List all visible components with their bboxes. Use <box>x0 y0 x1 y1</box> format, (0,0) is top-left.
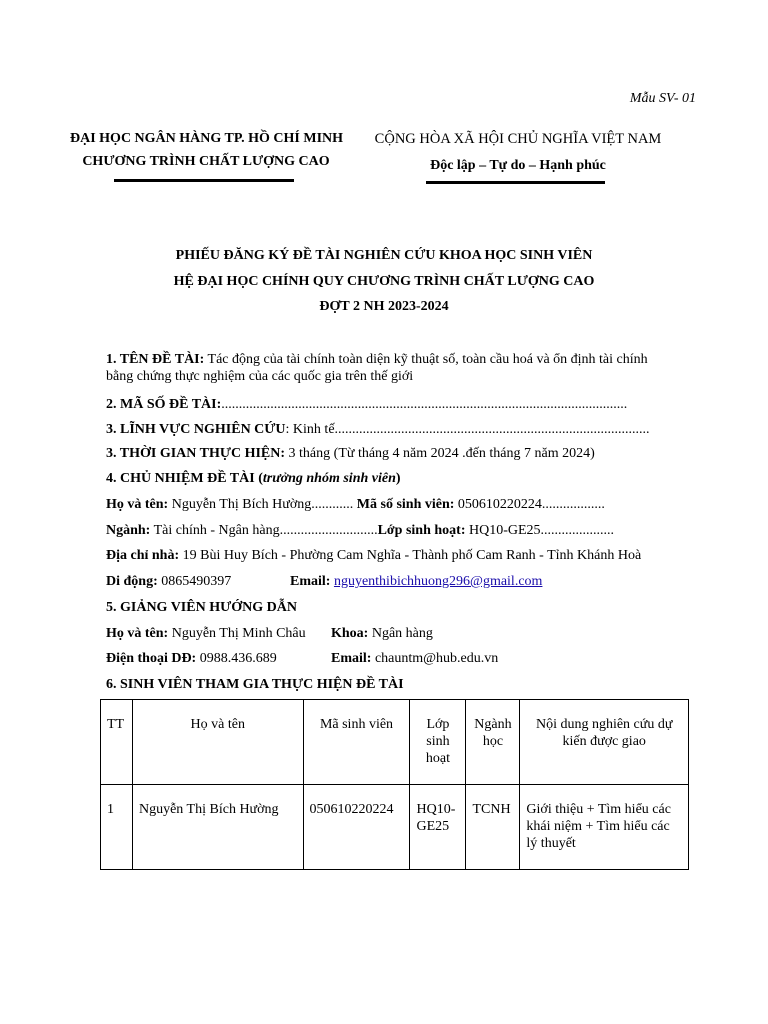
country-name: CỘNG HÒA XÃ HỘI CHỦ NGHĨA VIỆT NAM <box>374 131 662 147</box>
cell-major: TCNH <box>466 785 520 870</box>
lead-phone-row <box>106 573 231 591</box>
cell-name: Nguyễn Thị Bích Hường <box>132 785 303 870</box>
lead-major-row <box>106 522 614 540</box>
topic-code-dots: .................................................................................................................... <box>221 397 628 412</box>
lead-email-link[interactable]: nguyenthibichhuong296@gmail.com <box>333 574 543 589</box>
form-title-line3: ĐỢT 2 NH 2023-2024 <box>319 299 449 314</box>
header-task: Nội dung nghiên cứu dự kiến được giao <box>520 700 689 785</box>
advisor-name-row <box>106 625 306 643</box>
lead-phone-label: Di động: <box>106 574 158 589</box>
advisor-phone-label: Điện thoại DĐ: <box>106 651 197 666</box>
header-name: Họ và tên <box>132 700 303 785</box>
program-name: CHƯƠNG TRÌNH CHẤT LƯỢNG CAO <box>82 154 330 169</box>
header-class: Lớp sinh hoạt <box>410 700 466 785</box>
lead-name-label: Họ và tên: <box>106 497 169 512</box>
table-row <box>101 785 689 870</box>
members-table <box>100 699 689 870</box>
form-code: Mẫu SV- 01 <box>629 91 696 106</box>
lead-id-label: Mã số sinh viên: <box>356 497 455 512</box>
lead-heading-italic: trưởng nhóm sinh viên <box>262 471 396 486</box>
lead-id-value: 050610220224.................. <box>454 497 605 512</box>
advisor-phone-value: 0988.436.689 <box>196 651 277 666</box>
lead-class-label: Lớp sinh hoạt: <box>377 523 466 538</box>
lead-major-label: Ngành: <box>106 523 151 538</box>
left-header-rule <box>114 179 294 182</box>
cell-class: HQ10-GE25 <box>410 785 466 870</box>
advisor-dept-label: Khoa: <box>331 626 369 641</box>
advisor-name-value: Nguyễn Thị Minh Châu <box>168 626 306 641</box>
lead-name-row <box>106 496 605 514</box>
research-field-row <box>106 421 650 439</box>
members-heading: 6. SINH VIÊN THAM GIA THỰC HIỆN ĐỀ TÀI <box>106 677 404 692</box>
research-field-label: 3. LĨNH VỰC NGHIÊN CỨU <box>106 422 286 437</box>
topic-name-row <box>106 351 648 369</box>
header-student-id: Mã sinh viên <box>303 700 410 785</box>
form-title-line1: PHIẾU ĐĂNG KÝ ĐỀ TÀI NGHIÊN CỨU KHOA HỌC SINH VIÊN <box>175 248 593 263</box>
cell-tt: 1 <box>101 785 133 870</box>
topic-code-row <box>106 396 627 414</box>
lead-heading-end: ) <box>395 471 401 486</box>
form-title-line2: HỆ ĐẠI HỌC CHÍNH QUY CHƯƠNG TRÌNH CHẤT LƯỢNG CAO <box>173 274 595 289</box>
topic-code-label: 2. MÃ SỐ ĐỀ TÀI: <box>106 397 222 412</box>
header-major: Ngành học <box>466 700 520 785</box>
topic-name-value: Tác động của tài chính toàn diện kỹ thuật số, toàn cầu hoá và ổn định tài chính <box>204 352 648 367</box>
advisor-email-value: chauntm@hub.edu.vn <box>371 651 499 666</box>
right-header-rule <box>426 181 605 184</box>
cell-student-id: 050610220224 <box>303 785 410 870</box>
advisor-name-label: Họ và tên: <box>106 626 169 641</box>
advisor-email-label: Email: <box>331 651 372 666</box>
lead-address-label: Địa chỉ nhà: <box>106 548 180 563</box>
lead-heading-label: 4. CHỦ NHIỆM ĐỀ TÀI ( <box>106 471 263 486</box>
lead-major-value: Tài chính - Ngân hàng............................ <box>150 523 378 538</box>
advisor-dept-row <box>331 625 433 643</box>
advisor-heading: 5. GIẢNG VIÊN HƯỚNG DẪN <box>106 600 297 615</box>
advisor-phone-row <box>106 650 277 668</box>
motto: Độc lập – Tự do – Hạnh phúc <box>430 158 606 173</box>
lead-phone-value: 0865490397 <box>157 574 232 589</box>
advisor-dept-value: Ngân hàng <box>368 626 433 641</box>
research-field-value: : Kinh tế.......................................................................................... <box>285 422 650 437</box>
advisor-email-row <box>331 650 498 668</box>
university-name: ĐẠI HỌC NGÂN HÀNG TP. HỒ CHÍ MINH <box>70 131 344 146</box>
duration-row <box>106 445 595 463</box>
lead-class-value: HQ10-GE25..................... <box>465 523 615 538</box>
header-tt: TT <box>101 700 133 785</box>
lead-email-row <box>290 573 542 591</box>
lead-name-value: Nguyễn Thị Bích Hường............ <box>168 497 357 512</box>
topic-name-label: 1. TÊN ĐỀ TÀI: <box>106 352 205 367</box>
members-table-header <box>101 700 689 785</box>
topic-name-value-line2: bằng chứng thực nghiệm của các quốc gia trên thế giới <box>106 369 414 384</box>
cell-task: Giới thiệu + Tìm hiểu các khái niệm + Tìm hiểu các lý thuyết <box>520 785 689 870</box>
duration-value: 3 tháng (Từ tháng 4 năm 2024 .đến tháng 7 năm 2024) <box>285 446 595 461</box>
lead-address-row <box>106 547 641 565</box>
duration-label: 3. THỜI GIAN THỰC HIỆN: <box>106 446 286 461</box>
lead-heading <box>106 470 401 488</box>
lead-email-label: Email: <box>290 574 331 589</box>
lead-address-value: 19 Bùi Huy Bích - Phường Cam Nghĩa - Thành phố Cam Ranh - Tỉnh Khánh Hoà <box>179 548 642 563</box>
